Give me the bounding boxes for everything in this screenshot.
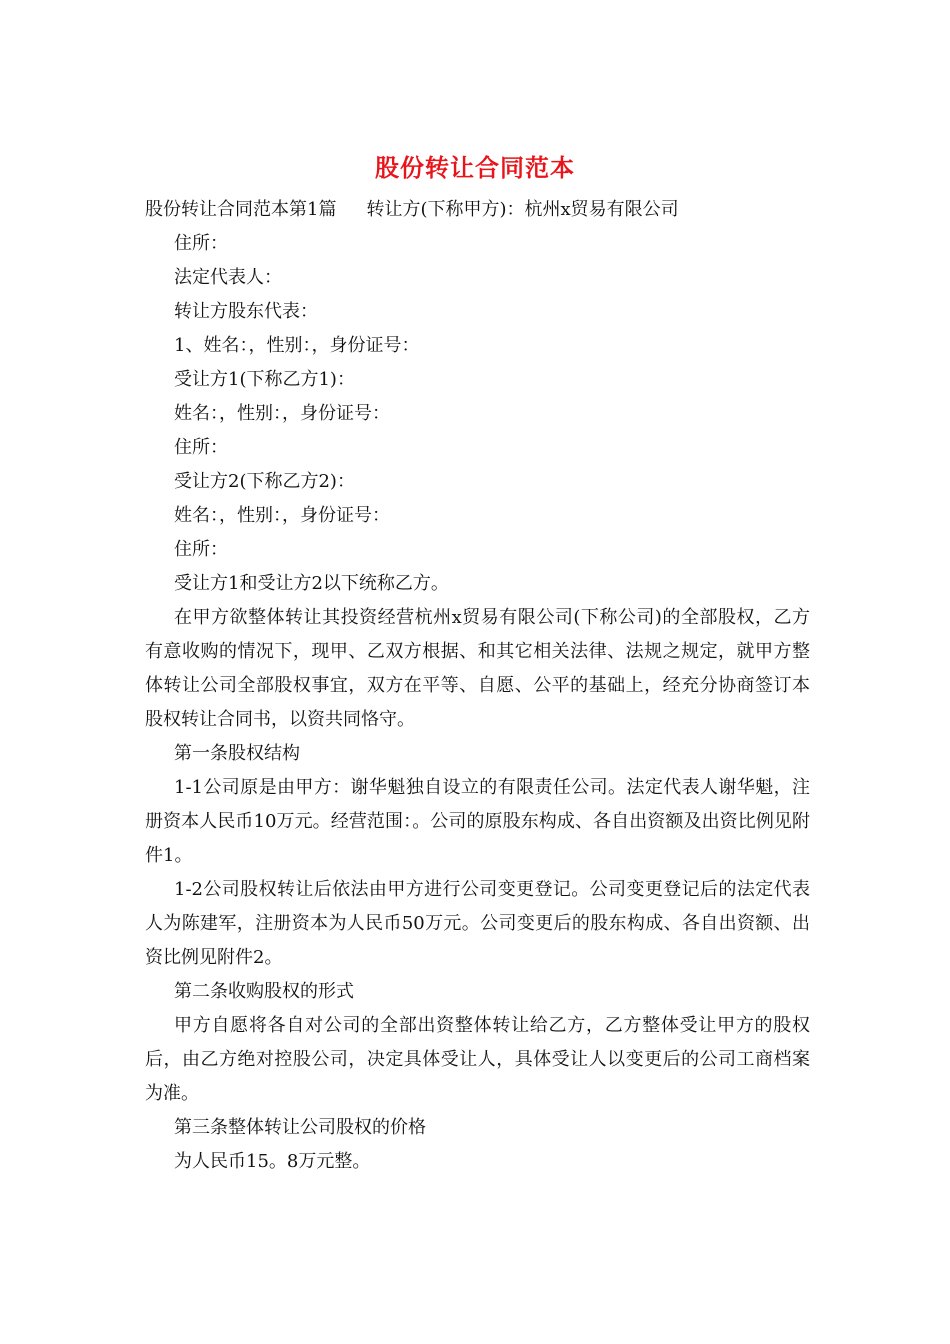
intro-line — [145, 193, 810, 227]
article1-clause2: 1-2公司股权转让后依法由甲方进行公司变更登记。公司变更登记后的法定代表人为陈建军，注册资本为人民币50万元。公司变更后的股东构成、各自出资额、出资比例见附件2。 — [145, 879, 810, 968]
field-line: 住所： — [174, 233, 228, 254]
document-title: 股份转让合同范本 — [375, 153, 575, 182]
intro-right: 转让方(下称甲方)：杭州x贸易有限公司 — [366, 199, 679, 220]
document-body — [145, 193, 810, 1179]
field-line: 受让方1(下称乙方1)： — [174, 369, 355, 390]
article2-heading: 第二条收购股权的形式 — [174, 981, 354, 1002]
field-line: 姓名：，性别：，身份证号： — [174, 505, 390, 526]
article3-body: 为人民币15。8万元整。 — [174, 1151, 371, 1172]
field-line: 法定代表人： — [174, 267, 282, 288]
field-line: 受让方1和受让方2以下统称乙方。 — [174, 573, 449, 594]
field-line: 转让方股东代表： — [174, 301, 318, 322]
article1-heading: 第一条股权结构 — [174, 743, 300, 764]
intro-left: 股份转让合同范本第1篇 — [145, 199, 337, 220]
preamble-paragraph: 在甲方欲整体转让其投资经营杭州x贸易有限公司(下称公司)的全部股权，乙方有意收购的情况下，现甲、乙双方根据、和其它相关法律、法规之规定，就甲方整体转让公司全部股权事宜，双方在平等、自愿、公平的基础上，经充分协商签订本股权转让合同书，以资共同恪守。 — [145, 607, 810, 730]
field-line: 住所： — [174, 437, 228, 458]
article3-heading: 第三条整体转让公司股权的价格 — [174, 1117, 426, 1138]
field-line: 受让方2(下称乙方2)： — [174, 471, 355, 492]
field-line: 住所： — [174, 539, 228, 560]
field-line: 1、姓名：，性别：，身份证号： — [174, 335, 420, 356]
article1-clause1: 1-1公司原是由甲方：谢华魁独自设立的有限责任公司。法定代表人谢华魁，注册资本人民币10万元。经营范围：。公司的原股东构成、各自出资额及出资比例见附件1。 — [145, 777, 810, 866]
article2-body: 甲方自愿将各自对公司的全部出资整体转让给乙方，乙方整体受让甲方的股权后，由乙方绝对控股公司，决定具体受让人，具体受让人以变更后的公司工商档案为准。 — [145, 1015, 810, 1104]
field-line: 姓名：，性别：，身份证号： — [174, 403, 390, 424]
